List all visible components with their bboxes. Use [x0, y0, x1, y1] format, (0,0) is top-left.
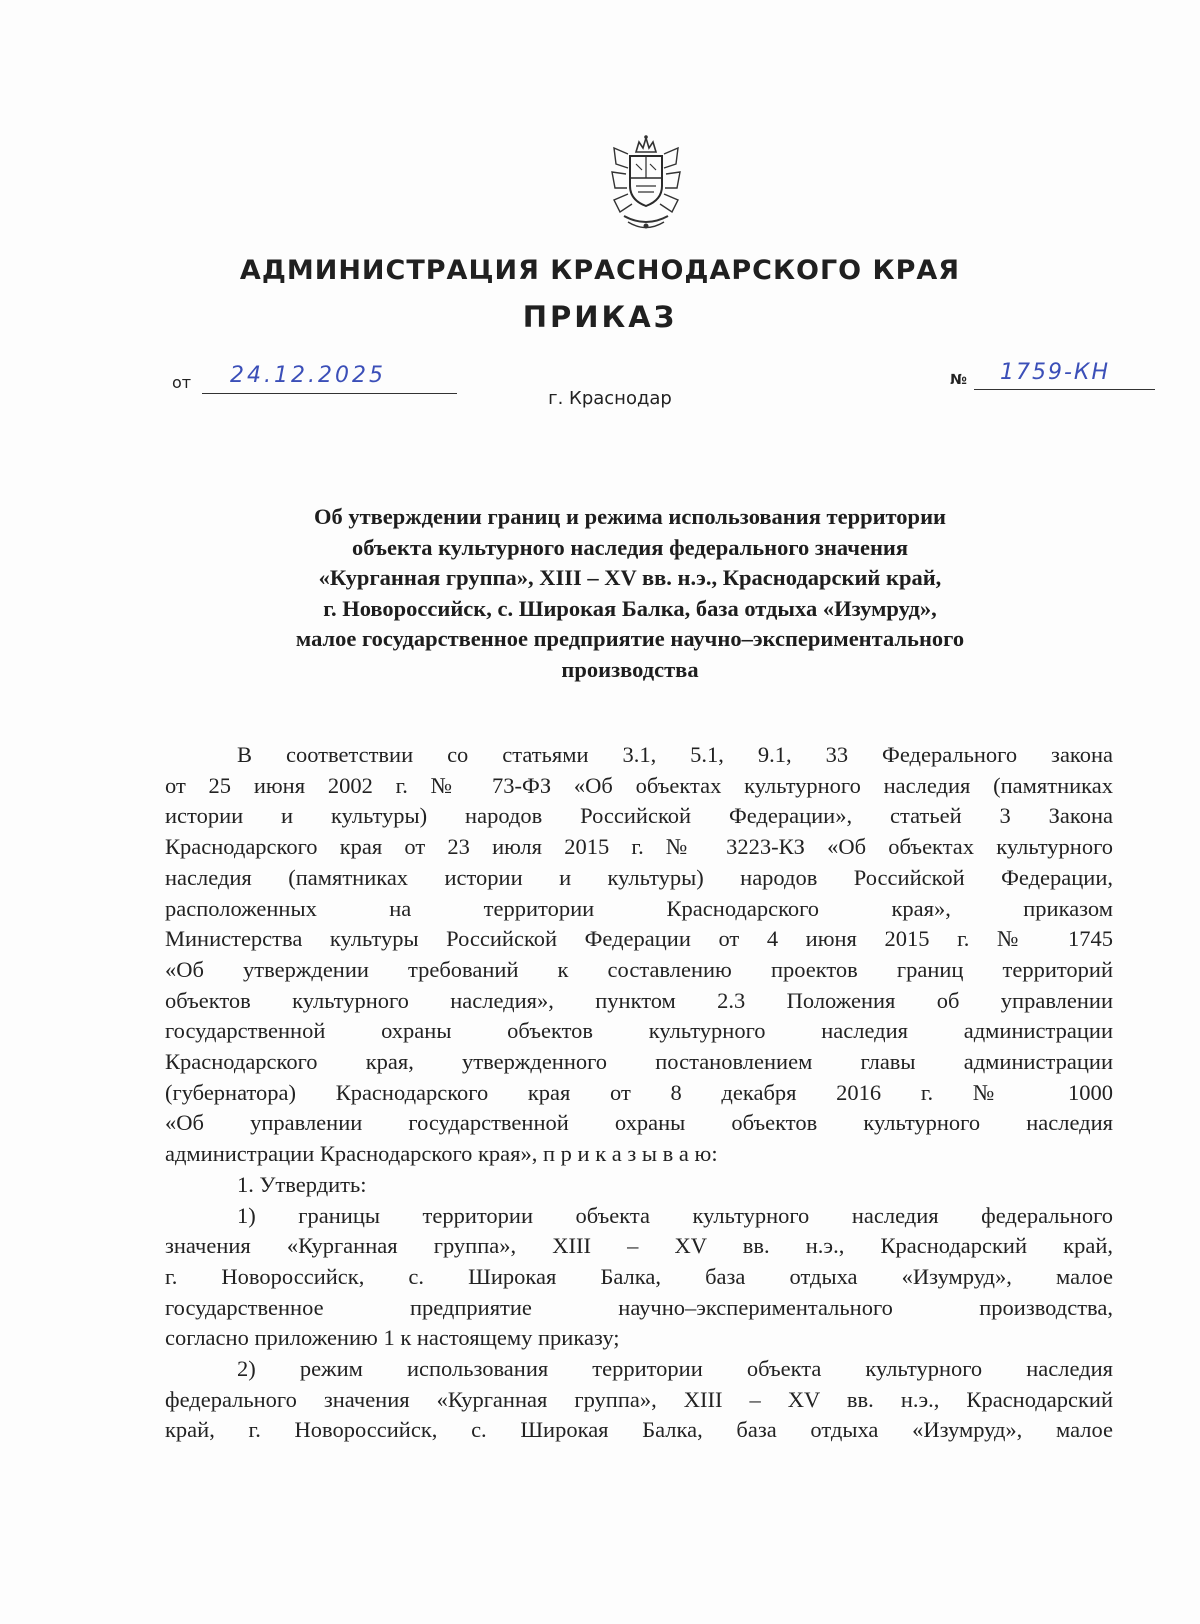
- city: г. Краснодар: [548, 388, 672, 409]
- body-line: федерального значения «Курганная группа», XIII – XV вв. н.э., Краснодарский: [165, 1386, 1113, 1412]
- body-line: Краснодарского края, утвержденного постановлением главы администрации: [165, 1049, 1113, 1075]
- document-title: [200, 502, 1060, 685]
- body-line: согласно приложению 1 к настоящему приказу;: [165, 1325, 620, 1351]
- document-body: [165, 740, 1113, 1446]
- date-prefix: от: [172, 373, 192, 392]
- body-line: 2) режим использования территории объекта культурного наследия: [237, 1356, 1113, 1382]
- number-handwritten: 1759-КН: [1000, 360, 1111, 385]
- body-line: истории и культуры) народов Российской Федерации», статьей 3 Закона: [165, 803, 1113, 829]
- body-line: значения «Курганная группа», XIII – XV вв. н.э., Краснодарский край,: [165, 1233, 1113, 1259]
- body-line: «Об управлении государственной охраны объектов культурного наследия: [165, 1110, 1113, 1136]
- title-line: малое государственное предприятие научно–экспериментального: [295, 626, 965, 651]
- body-line: В соответствии со статьями 3.1, 5.1, 9.1, 33 Федерального закона: [237, 742, 1113, 767]
- body-line: Министерства культуры Российской Федерации от 4 июня 2015 г. № 1745: [165, 926, 1113, 952]
- title-line: «Курганная группа», XIII – XV вв. н.э., Краснодарский край,: [318, 565, 942, 590]
- coat-of-arms-icon: [606, 134, 686, 234]
- title-line: объекта культурного наследия федерального значения: [351, 534, 909, 560]
- body-line: (губернатора) Краснодарского края от 8 декабря 2016 г. № 1000: [165, 1079, 1113, 1105]
- body-line: Краснодарского края от 23 июля 2015 г. № 3223-КЗ «Об объектах культурного: [165, 834, 1113, 860]
- title-line: Об утверждении границ и режима использования территории: [313, 504, 947, 529]
- body-line: государственной охраны объектов культурного наследия администрации: [165, 1018, 1113, 1044]
- title-line: производства: [561, 656, 699, 682]
- title-line: г. Новороссийск, с. Широкая Балка, база отдыха «Изумруд»,: [323, 595, 937, 621]
- organization-name: АДМИНИСТРАЦИЯ КРАСНОДАРСКОГО КРАЯ: [239, 255, 961, 286]
- document-type: ПРИКАЗ: [522, 300, 678, 334]
- body-line: г. Новороссийск, с. Широкая Балка, база отдыха «Изумруд», малое: [165, 1263, 1113, 1289]
- body-line: 1. Утвердить:: [237, 1171, 367, 1197]
- body-line: край, г. Новороссийск, с. Широкая Балка, база отдыха «Изумруд», малое: [165, 1417, 1113, 1443]
- body-line: государственное предприятие научно–экспериментального производства,: [165, 1294, 1113, 1320]
- date-handwritten: 24.12.2025: [230, 363, 386, 388]
- body-line: наследия (памятниках истории и культуры) народов Российской Федерации,: [165, 864, 1113, 890]
- body-line: от 25 июня 2002 г. № 73-ФЗ «Об объектах культурного наследия (памятниках: [165, 772, 1113, 798]
- body-line: администрации Краснодарского края», п р и к а з ы в а ю:: [165, 1141, 718, 1167]
- body-line: расположенных на территории Краснодарского края», приказом: [165, 895, 1113, 921]
- body-line: объектов культурного наследия», пунктом 2.3 Положения об управлении: [165, 987, 1113, 1013]
- body-line: 1) границы территории объекта культурного наследия федерального: [237, 1202, 1113, 1228]
- body-line: «Об утверждении требований к составлению проектов границ территорий: [165, 956, 1113, 982]
- number-prefix: №: [950, 372, 967, 388]
